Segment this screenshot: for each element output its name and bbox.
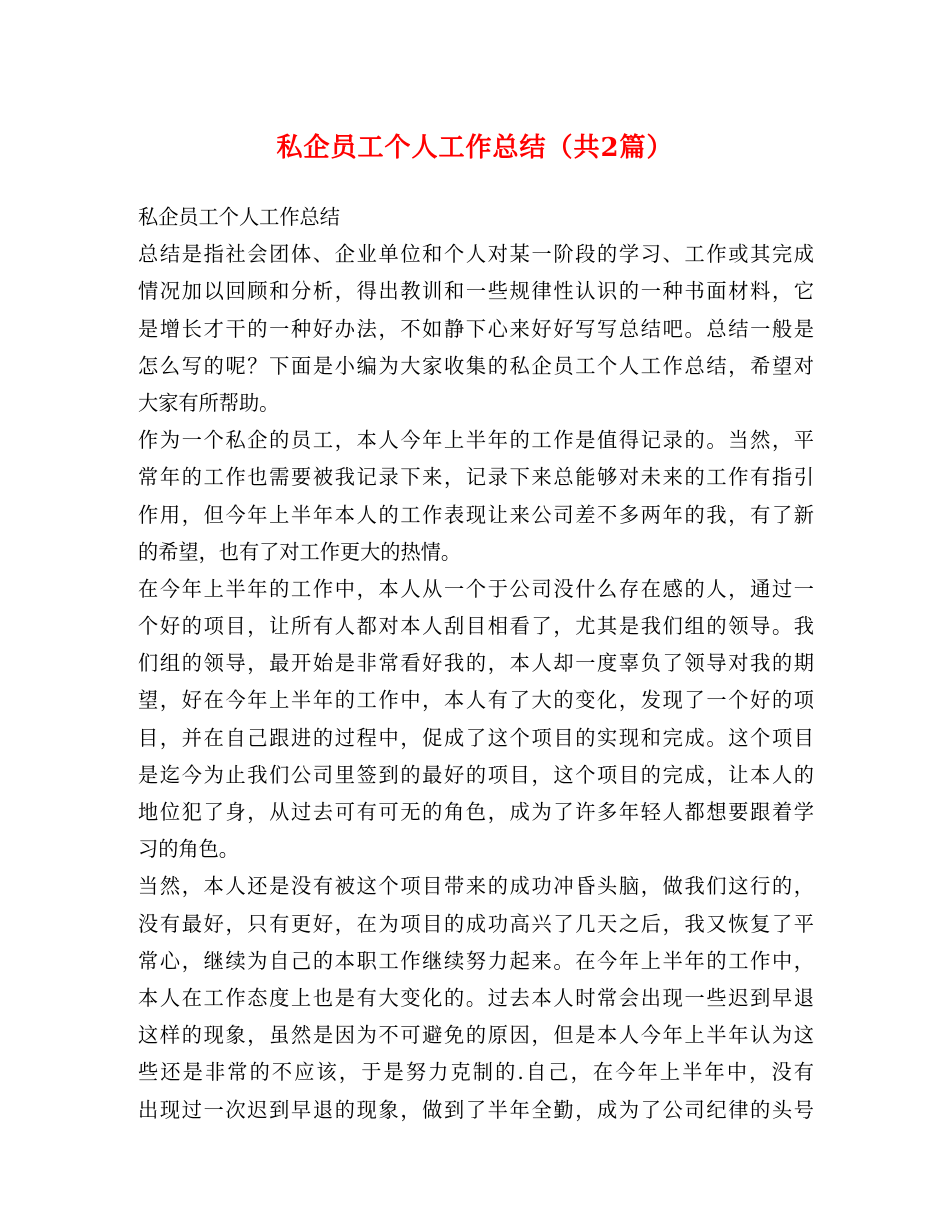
text-line: 作为一个私企的员工，本人今年上半年的工作是值得记录的。当然，平 [138, 428, 814, 453]
text-line: 目，并在自己跟进的过程中，促成了这个项目的实现和完成。这个项目 [138, 725, 814, 750]
text-line: 常年的工作也需要被我记录下来，记录下来总能够对未来的工作有指引 [138, 465, 814, 490]
text-line: 出现过一次迟到早退的现象，做到了半年全勤，成为了公司纪律的头号 [138, 1097, 814, 1122]
document-title: 私企员工个人工作总结（共2篇） [276, 133, 674, 163]
text-line: 没有最好，只有更好，在为项目的成功高兴了几天之后，我又恢复了平 [138, 911, 814, 936]
text-line: 常心，继续为自己的本职工作继续努力起来。在今年上半年的工作中， [138, 948, 814, 973]
text-line: 总结是指社会团体、企业单位和个人对某一阶段的学习、工作或其完成 [138, 242, 814, 267]
document-body [138, 199, 814, 1129]
text-line: 些还是非常的不应该，于是努力克制的.自己，在今年上半年中，没有 [138, 1060, 814, 1085]
text-line: 的希望，也有了对工作更大的热情。 [138, 539, 462, 564]
text-line: 是增长才干的一种好办法，不如静下心来好好写写总结吧。总结一般是 [138, 316, 814, 341]
text-line: 是迄今为止我们公司里签到的最好的项目，这个项目的完成，让本人的 [138, 762, 814, 787]
text-line: 私企员工个人工作总结 [138, 205, 340, 229]
text-line: 本人在工作态度上也是有大变化的。过去本人时常会出现一些迟到早退 [138, 985, 814, 1010]
text-line: 大家有所帮助。 [138, 390, 280, 415]
text-line: 当然，本人还是没有被这个项目带来的成功冲昏头脑，做我们这行的， [138, 874, 814, 899]
text-line: 情况加以回顾和分析，得出教训和一些规律性认识的一种书面材料，它 [138, 279, 814, 304]
text-line: 在今年上半年的工作中，本人从一个于公司没什么存在感的人，通过一 [138, 576, 814, 601]
text-line: 习的角色。 [138, 837, 239, 862]
text-line: 怎么写的呢？下面是小编为大家收集的私企员工个人工作总结，希望对 [138, 353, 814, 378]
text-line: 们组的领导，最开始是非常看好我的，本人却一度辜负了领导对我的期 [138, 651, 814, 676]
text-line: 个好的项目，让所有人都对本人刮目相看了，尤其是我们组的领导。我 [138, 614, 814, 639]
text-line: 地位犯了身，从过去可有可无的角色，成为了许多年轻人都想要跟着学 [138, 800, 814, 824]
text-line: 这样的现象，虽然是因为不可避免的原因，但是本人今年上半年认为这 [138, 1023, 814, 1048]
text-line: 作用，但今年上半年本人的工作表现让来公司差不多两年的我，有了新 [138, 502, 814, 527]
text-line: 望，好在今年上半年的工作中，本人有了大的变化，发现了一个好的项 [138, 688, 814, 713]
